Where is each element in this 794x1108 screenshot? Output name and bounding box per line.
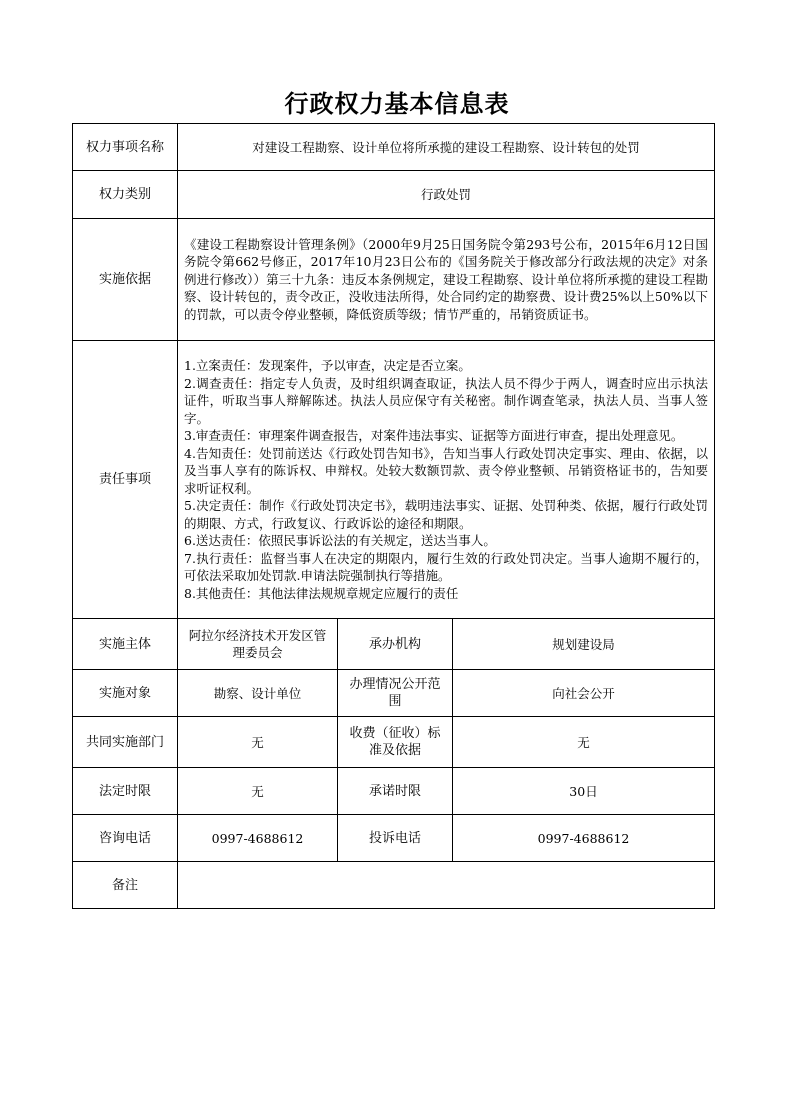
power-category-value: 行政处罚 <box>178 171 715 219</box>
promised-limit-label: 承诺时限 <box>338 768 453 815</box>
duty-item: 7.执行责任：监督当事人在决定的期限内，履行生效的行政处罚决定。当事人逾期不履行的，可依法采取加处罚款.申请法院强制执行等措施。 <box>184 550 709 583</box>
disclosure-scope-value: 向社会公开 <box>453 670 715 717</box>
legal-limit-value: 无 <box>178 768 338 815</box>
duty-item: 1.立案责任：发现案件，予以审查，决定是否立案。 <box>184 358 471 373</box>
row-power-category <box>73 171 715 219</box>
target-label: 实施对象 <box>73 670 178 717</box>
duty-item: 5.决定责任：制作《行政处罚决定书》，载明违法事实、证据、处罚种类、依据，履行行政处罚的期限、方式，行政复议、行政诉讼的途径和期限。 <box>184 498 709 531</box>
complaint-phone-value: 0997-4688612 <box>453 815 715 862</box>
row-target <box>73 670 715 717</box>
duty-item: 4.告知责任：处罚前送达《行政处罚告知书》，告知当事人行政处罚决定事实、理由、依据，以及当事人享有的陈诉权、申辩权。处较大数额罚款、责令停业整顿、吊销资格证书的，告知要求听证权利。 <box>184 445 709 496</box>
basis-label: 实施依据 <box>73 219 178 341</box>
legal-limit-label: 法定时限 <box>73 768 178 815</box>
remark-label: 备注 <box>73 862 178 909</box>
duty-item: 3.审查责任：审理案件调查报告，对案件违法事实、证据等方面进行审查，提出处理意见。 <box>184 428 684 443</box>
row-phone <box>73 815 715 862</box>
fee-standard-value: 无 <box>453 717 715 768</box>
agency-value: 规划建设局 <box>453 619 715 670</box>
power-name-value: 对建设工程勘察、设计单位将所承揽的建设工程勘察、设计转包的处罚 <box>178 124 715 171</box>
row-dept <box>73 717 715 768</box>
duty-item: 2.调查责任：指定专人负责，及时组织调查取证，执法人员不得少于两人，调查时应出示执法证件，听取当事人辩解陈述。执法人员应保守有关秘密。制作调查笔录，执法人员、当事人签字。 <box>184 375 709 426</box>
joint-dept-value: 无 <box>178 717 338 768</box>
duties-list <box>178 341 715 619</box>
fee-standard-label: 收费（征收）标准及依据 <box>338 717 453 768</box>
basis-value: 《建设工程勘察设计管理条例》（2000年9月25日国务院令第293号公布，2015年6月12日国务院令第662号修正，2017年10月23日公布的《国务院关于修改部分行政法规的决定》对条例进行修改））第三十九条：违反本条例规定，建设工程勘察、设计单位将所承揽的建设工程勘察、设计转包的，责令改正，没收违法所得，处合同约定的勘察费、设计费25%以上50%以下的罚款，可以责令停业整顿，降低资质等级；情节严重的，吊销资质证书。 <box>178 219 715 341</box>
row-limit <box>73 768 715 815</box>
duty-item: 6.送达责任：依照民事诉讼法的有关规定，送达当事人。 <box>184 533 496 548</box>
row-remark <box>73 862 715 909</box>
consult-phone-label: 咨询电话 <box>73 815 178 862</box>
row-duties <box>73 341 715 619</box>
duties-label: 责任事项 <box>73 341 178 619</box>
row-power-name <box>73 124 715 171</box>
row-subject <box>73 619 715 670</box>
promised-limit-value: 30日 <box>453 768 715 815</box>
subject-label: 实施主体 <box>73 619 178 670</box>
page-title: 行政权力基本信息表 <box>284 89 510 118</box>
agency-label: 承办机构 <box>338 619 453 670</box>
info-table <box>72 123 715 909</box>
subject-value: 阿拉尔经济技术开发区管理委员会 <box>178 619 338 670</box>
complaint-phone-label: 投诉电话 <box>338 815 453 862</box>
joint-dept-label: 共同实施部门 <box>73 717 178 768</box>
row-basis <box>73 219 715 341</box>
target-value: 勘察、设计单位 <box>178 670 338 717</box>
power-category-label: 权力类别 <box>73 171 178 219</box>
disclosure-scope-label: 办理情况公开范围 <box>338 670 453 717</box>
remark-value <box>178 862 715 909</box>
consult-phone-value: 0997-4688612 <box>178 815 338 862</box>
duty-item: 8.其他责任：其他法律法规规章规定应履行的责任 <box>184 585 459 601</box>
power-name-label: 权力事项名称 <box>73 124 178 171</box>
